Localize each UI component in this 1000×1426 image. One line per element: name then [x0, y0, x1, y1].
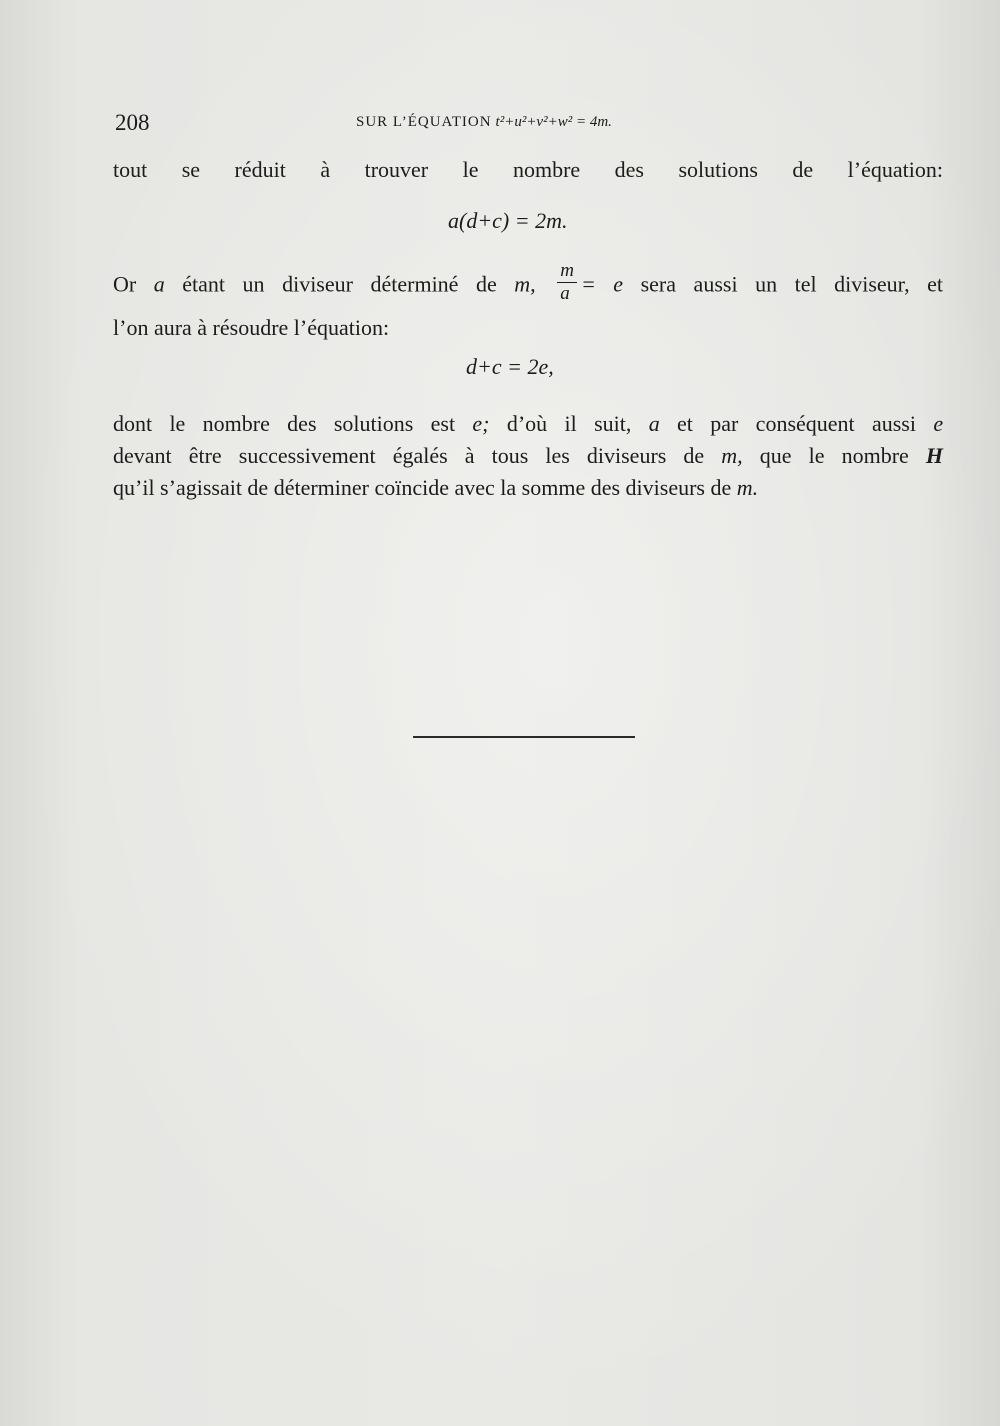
math-variable: a [648, 411, 660, 436]
text-segment: dont le nombre des solutions est [113, 411, 456, 436]
math-variable: a [153, 271, 165, 297]
text-segment: et par conséquent aussi [677, 411, 916, 436]
page-header [113, 110, 943, 140]
math-variable: m. [736, 475, 759, 500]
text-segment: que le nombre [759, 443, 909, 468]
paragraph-line-2 [113, 260, 944, 309]
paragraph-line-1 [113, 154, 943, 186]
text-segment: d’où il suit, [506, 411, 632, 436]
fraction-denominator: a [560, 283, 570, 304]
paragraph-line-4 [113, 408, 943, 440]
running-head [356, 114, 612, 131]
equation-2: d+c = 2e, [466, 354, 554, 379]
text-segment: sera aussi un tel diviseur, et [640, 271, 944, 297]
text-segment: Or [113, 271, 137, 297]
paragraph-line-6 [113, 472, 943, 504]
text-segment: devant être successivement égalés à tous les diviseurs de [113, 443, 705, 468]
equation-1: a(d+c) = 2m. [448, 208, 568, 233]
math-variable-bold: H [925, 443, 943, 468]
paragraph-line-3 [113, 312, 943, 344]
paragraph-line-5 [113, 440, 943, 472]
text-segment: étant un diviseur déterminé de [182, 271, 497, 297]
math-variable: m, [721, 443, 743, 468]
fraction-numerator: m [557, 260, 577, 283]
math-variable: e [933, 411, 944, 436]
running-head-equation: t²+u²+v²+w² = 4m. [495, 114, 612, 130]
fraction [557, 260, 577, 305]
page-number: 208 [115, 110, 150, 135]
text-line: tout se réduit à trouver le nombre des solutions de l’équation: [113, 157, 943, 182]
running-head-title: SUR L’ÉQUATION [356, 114, 492, 130]
show-through-rule [413, 736, 635, 738]
math-variable: m, [514, 271, 536, 297]
text-segment: qu’il s’agissait de déterminer coïncide avec la somme des diviseurs de [113, 475, 732, 500]
math-variable: e; [472, 411, 490, 436]
math-expression: = e [580, 271, 624, 297]
text-line: l’on aura à résoudre l’équation: [113, 315, 390, 340]
